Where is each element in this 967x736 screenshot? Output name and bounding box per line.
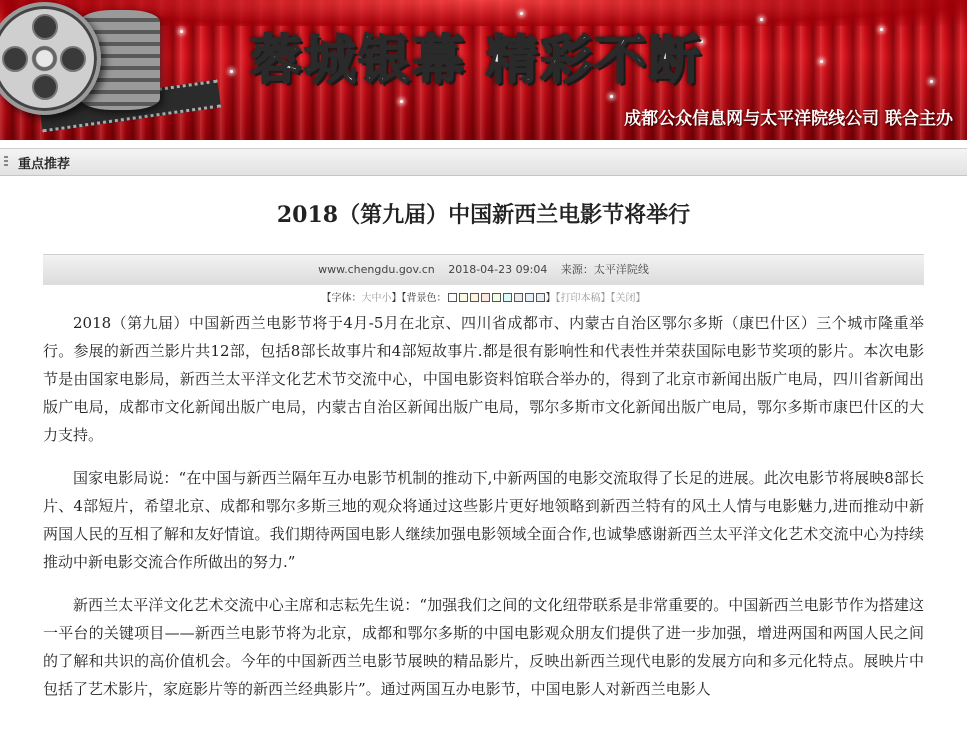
grip-dots-icon — [4, 156, 8, 168]
sparkle-decoration — [820, 60, 823, 63]
font-size-label: 【字体： — [321, 293, 362, 304]
bg-color-swatch[interactable] — [503, 293, 512, 302]
section-header — [0, 148, 967, 176]
sparkle-decoration — [180, 30, 183, 33]
article-paragraph: 国家电影局说：“在中国与新西兰隔年互办电影节机制的推动下,中新两国的电影交流取得了长足的进展。此次电影节将展映8部长片、4部短片，希望北京、成都和鄂尔多斯三地的观众将通过这些影片更好地领略到新西兰特有的风土人情与电影魅力,进而推动中新两国人民的互相了解和友好情谊。我们期待两国电影人继续加强电影领域全面合作,也诚挚感谢新西兰太平洋文化艺术交流中心为持续推动中新电影交流合作所做出的努力.” — [43, 469, 924, 571]
print-button[interactable]: 【打印本稿】 — [555, 293, 611, 304]
bg-color-swatch[interactable] — [492, 293, 501, 302]
sparkle-decoration — [760, 18, 763, 21]
sparkle-decoration — [400, 100, 403, 103]
sparkle-decoration — [520, 12, 523, 15]
sparkle-decoration — [930, 80, 933, 83]
bg-color-swatch[interactable] — [536, 293, 545, 302]
sparkle-decoration — [880, 28, 883, 31]
meta-source: 来源：太平洋院线 — [560, 263, 649, 276]
sparkle-decoration — [610, 95, 613, 98]
bg-color-swatch[interactable] — [514, 293, 523, 302]
sparkle-decoration — [230, 70, 233, 73]
article-paragraph: 2018（第九届）中国新西兰电影节将于4月-5月在北京、四川省成都市、内蒙古自治区鄂尔多斯（康巴什区）三个城市隆重举行。参展的新西兰影片共12部，包括8部长故事片和4部短故事片.都是很有影响性和代表性并荣获国际电影节奖项的影片。本次电影节是由国家电影局，新西兰太平洋文化艺术节交流中心，中国电影资料馆联合举办的，得到了北京市新闻出版广电局，四川省新闻出版广电局，成都市文化新闻出版广电局，内蒙古自治区新闻出版广电局，鄂尔多斯市文化新闻出版广电局，鄂尔多斯市康巴什区的大力支持。 — [43, 314, 924, 444]
banner-title: 蓉城银幕 精彩不断 — [250, 31, 703, 91]
article-meta — [43, 254, 924, 285]
close-button[interactable]: 【关闭】 — [610, 293, 646, 304]
meta-date: 2018-04-23 09:04 — [448, 263, 548, 276]
bg-color-swatch[interactable] — [470, 293, 479, 302]
article-paragraph: 新西兰太平洋文化艺术交流中心主席和志耘先生说：“加强我们之间的文化纽带联系是非常重要的。中国新西兰电影节作为搭建这一平台的关键项目——新西兰电影节将为北京，成都和鄂尔多斯的中国电影观众朋友们提供了进一步加强，增进两国和两国人民之间的了解和共识的高价值机会。今年的中国新西兰电影节展映的精品影片，反映出新西兰现代电影的发展方向和多元化特点。展映片中包括了艺术影片，家庭影片等的新西兰经典影片”。通过两国互办电影节，中国电影人对新西兰电影人 — [43, 596, 924, 698]
article-toolbar — [43, 289, 924, 304]
bg-color-swatches — [447, 293, 546, 304]
bg-color-close: 】 — [545, 293, 556, 304]
bg-color-swatch[interactable] — [448, 293, 457, 302]
header-banner — [0, 0, 967, 140]
bg-color-swatch[interactable] — [525, 293, 534, 302]
font-size-links[interactable]: 大中小 — [361, 293, 392, 304]
bg-color-swatch[interactable] — [459, 293, 468, 302]
article-title: 2018（第九届）中国新西兰电影节将举行 — [276, 202, 691, 228]
bg-color-label: 】【背景色： — [391, 293, 447, 304]
meta-site: www.chengdu.gov.cn — [318, 263, 435, 276]
bg-color-swatch[interactable] — [481, 293, 490, 302]
article-body — [43, 309, 924, 718]
section-label: 重点推荐 — [18, 157, 71, 172]
banner-subtitle: 成都公众信息网与太平洋院线公司 联合主办 — [624, 109, 953, 129]
